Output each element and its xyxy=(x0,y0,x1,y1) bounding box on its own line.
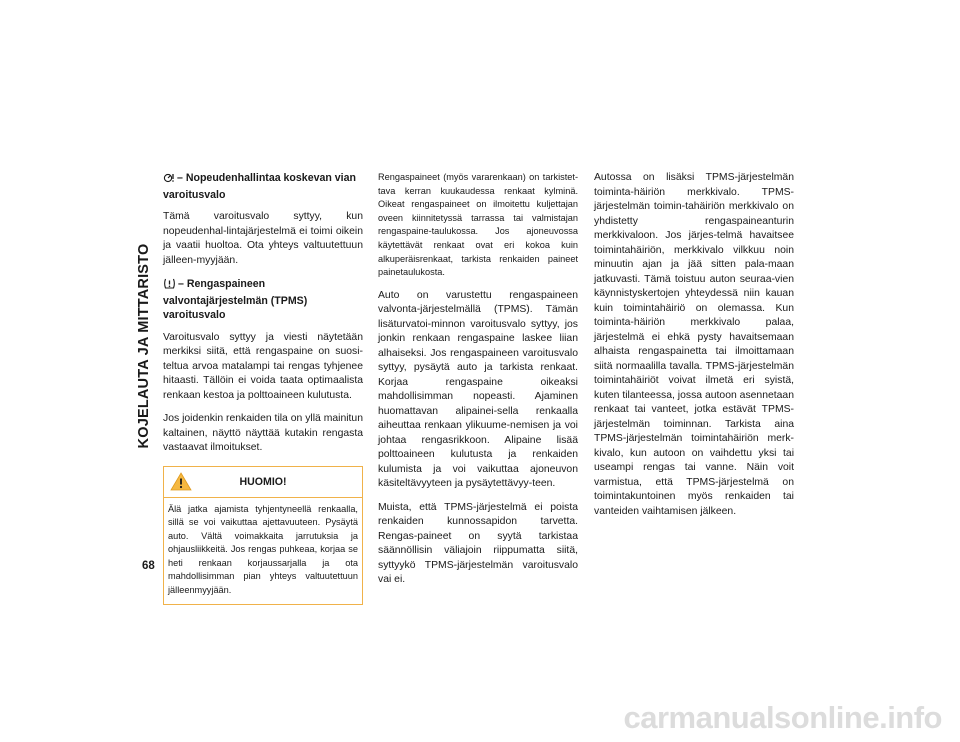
tire-pressure-check-paragraph: Rengaspaineet (myös vararenkaan) on tarkistet-tava kerran kuukaudessa renkaat kylminä. Oikeat rengaspaineet on ilmoitettu kuljettajan oveen kiinnitetyssä tarrassa tai valmistajan rengaspaine-taulukossa. Jos ajoneuvossa käytettävät renkaat ovat eri kokoa kuin alkuperäisrenkaat, tarkista renkaiden paineet painetaulukosta. xyxy=(378,172,578,278)
warning-header xyxy=(164,467,362,498)
page-number: 68 xyxy=(142,560,155,572)
tpms-maintenance-paragraph: Muista, että TPMS-järjestelmä ei poista renkaiden kunnossapidon tarvetta. Rengas-paineet on syytä tarkistaa säännöllisin väliajoin riippumatta siitä, syttyykö TPMS-järjestelmän varoitusvalo vai ei. xyxy=(378,501,578,586)
column-2 xyxy=(378,171,578,597)
cruise-control-fault-icon xyxy=(163,172,175,188)
warning-title: HUOMIO! xyxy=(239,475,287,488)
tpms-system-paragraph: Auto on varustettu rengaspaineen valvonta-järjestelmällä (TPMS). Tämän lisäturvatoi-minnon varoitusvalo syttyy, jos jonkin renkaan rengaspaine laskee liian alhaiseksi. Jos rengaspaineen varoitusvalo syttyy, pysäytä auto ja tarkista renkaat. Korjaa rengaspaine oikeaksi mahdollisimman nopeasti. Ajaminen huomattavan alipainei-sella renkaalla aiheuttaa renkaan ylikuume-nemisen ja voi johtaa rengasrikkoon. Alipaine lisää polttoaineen kulutusta ja renkaiden kulumista ja voi vaikuttaa ajoneuvon käsiteltävyyteen ja pysäytettävyy-teen. xyxy=(378,289,578,490)
tire-pressure-warning-icon xyxy=(163,278,176,294)
tpms-malfunction-paragraph: Autossa on lisäksi TPMS-järjestelmän toiminta-häiriön merkkivalo. TPMS-järjestelmän toimin-tahäiriön merkkivalo on yhdistetty rengaspaineanturin merkkivaloon. Jos järjes-telmä havaitsee toimintahäiriön, merkkivalo vilkkuu noin minuutin ajan ja jää sitten pala-maan jatkuvasti. Tämä toistuu auton seuraa-vien käynnistyskertojen yhteydessä niin kauan kuin toimintahäiriö on olemassa. Kun toiminta-häiriön merkkivalo palaa, järjestelmä ei ehkä pysty havaitsemaan alhaista rengaspainetta tai ilmoittamaan siitä normaalilla tavalla. TPMS-järjestelmän toimintahäiriöt voivat ilmetä eri syistä, kuten tilanteessa, jossa autoon asennetaan renkaat tai vanteet, jotka estävät TPMS-järjestelmän toiminnan. Tarkista aina TPMS-järjestelmän toimintahäiriön merk-kivalo, kun autoon on vaihdettu yksi tai useampi rengas tai vanne. Näin voit varmistua, että TPMS-järjestelmä on toimintakuntoinen myös renkaiden tai vanteiden vaihtamisen jälkeen. xyxy=(594,172,794,517)
tpms-heading xyxy=(163,277,363,323)
warning-triangle-icon xyxy=(170,472,192,503)
watermark: carmanualsonline.info xyxy=(623,700,942,735)
column-3 xyxy=(594,171,794,528)
cruise-fault-paragraph: Tämä varoitusvalo syttyy, kun nopeudenhal-lintajärjestelmä ei toimi oikein ja vaatii huoltoa. Ota yhteys valtuutettuun jälleen-myyjään. xyxy=(163,211,363,266)
chapter-side-tab xyxy=(137,160,151,532)
warning-text: Älä jatka ajamista tyhjentyneellä renkaalla, sillä se voi vaikuttaa ajettavuuteen. Pysäytä auto. Vältä voimakkaita jarrutuksia ja ohjausliikkeitä. Jos rengas puhkeaa, korjaa se heti renkaan korjaussarjalla ja ota mahdollisimman pian yhteys valtuutettuun jälleenmyyjään. xyxy=(168,503,358,596)
tpms-paragraph-1: Varoitusvalo syttyy ja viesti näytetään merkiksi siitä, että rengaspaine on suosi-teltua arvoa matalampi tai rengas tyhjenee hitaasti. Tällöin ei voida taata optimaalista renkaan kestoa ja polttoaineen kulutusta. xyxy=(163,331,363,401)
cruise-fault-heading-text: – Nopeudenhallintaa koskevan vian varoitusvalo xyxy=(163,172,356,201)
chapter-title: KOJELAUTA JA MITTARISTO xyxy=(136,243,152,449)
cruise-fault-heading xyxy=(163,171,363,202)
tpms-heading-text: – Rengaspaineen valvontajärjestelmän (TPMS) varoitusvalo xyxy=(163,278,308,321)
tpms-paragraph-2: Jos joidenkin renkaiden tila on yllä mainitun kaltainen, näyttö näyttää kutakin rengasta vastaavat ilmoitukset. xyxy=(163,413,363,453)
warning-box xyxy=(163,466,363,605)
column-1 xyxy=(163,171,363,605)
